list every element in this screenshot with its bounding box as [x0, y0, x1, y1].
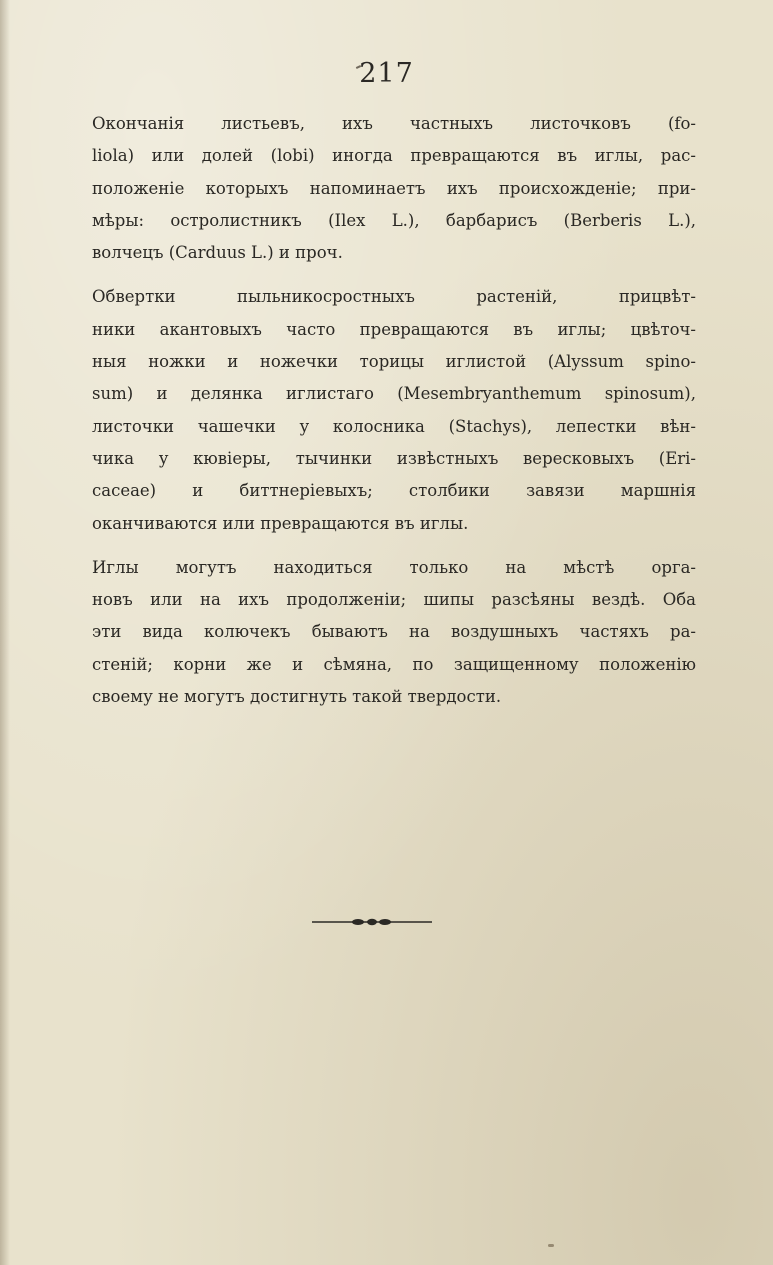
text-line: чика у кювіеры, тычинки извѣстныхъ вересковыхъ (Eri- [92, 448, 696, 468]
text-line: sum) и делянка иглистаго (Mesembryanthemum spinosum), [92, 384, 696, 404]
text-line: волчецъ (Carduus L.) и проч. [92, 243, 343, 263]
page-gutter-shadow [0, 0, 10, 1265]
page-number: 217 [359, 58, 414, 89]
text-line: листочки чашечки у колосника (Stachys), лепестки вѣн- [92, 416, 696, 436]
text-line: своему не могутъ достигнуть такой твердости. [92, 687, 502, 707]
paragraph-3 [92, 552, 696, 713]
text-line: ники акантовыхъ часто превращаются въ иглы; цвѣточ- [92, 319, 696, 339]
text-line: liola) или долей (lobi) иногда превращаются въ иглы, рас- [92, 146, 696, 166]
text-line: Обвертки пыльникосростныхъ растеній, прицвѣт- [92, 287, 696, 307]
text-line: ныя ножки и ножечки торицы иглистой (Alyssum spino- [92, 352, 696, 372]
paper-speck [548, 1244, 554, 1247]
section-divider-ornament [312, 916, 432, 928]
paragraph-1 [92, 108, 696, 269]
text-line: оканчиваются или превращаются въ иглы. [92, 513, 469, 533]
text-line: Иглы могутъ находиться только на мѣстѣ орга- [92, 557, 696, 577]
body-text [92, 108, 696, 725]
text-line: Окончанія листьевъ, ихъ частныхъ листочковъ (fo- [92, 114, 696, 133]
text-line: положеніе которыхъ напоминаетъ ихъ происхожденіе; при- [92, 178, 696, 198]
text-line: caceae) и биттнеріевыхъ; столбики завязи маршнія [92, 481, 696, 501]
text-line: эти вида колючекъ бываютъ на воздушныхъ частяхъ ра- [92, 622, 696, 642]
text-line: новъ или на ихъ продолженіи; шипы разсѣяны вездѣ. Оба [92, 590, 696, 610]
paragraph-2 [92, 281, 696, 539]
text-line: стеній; корни же и сѣмяна, по защищенному положенію [92, 654, 696, 674]
text-line: мѣры: остролистникъ (Ilex L.), барбарисъ (Berberis L.), [92, 210, 696, 230]
